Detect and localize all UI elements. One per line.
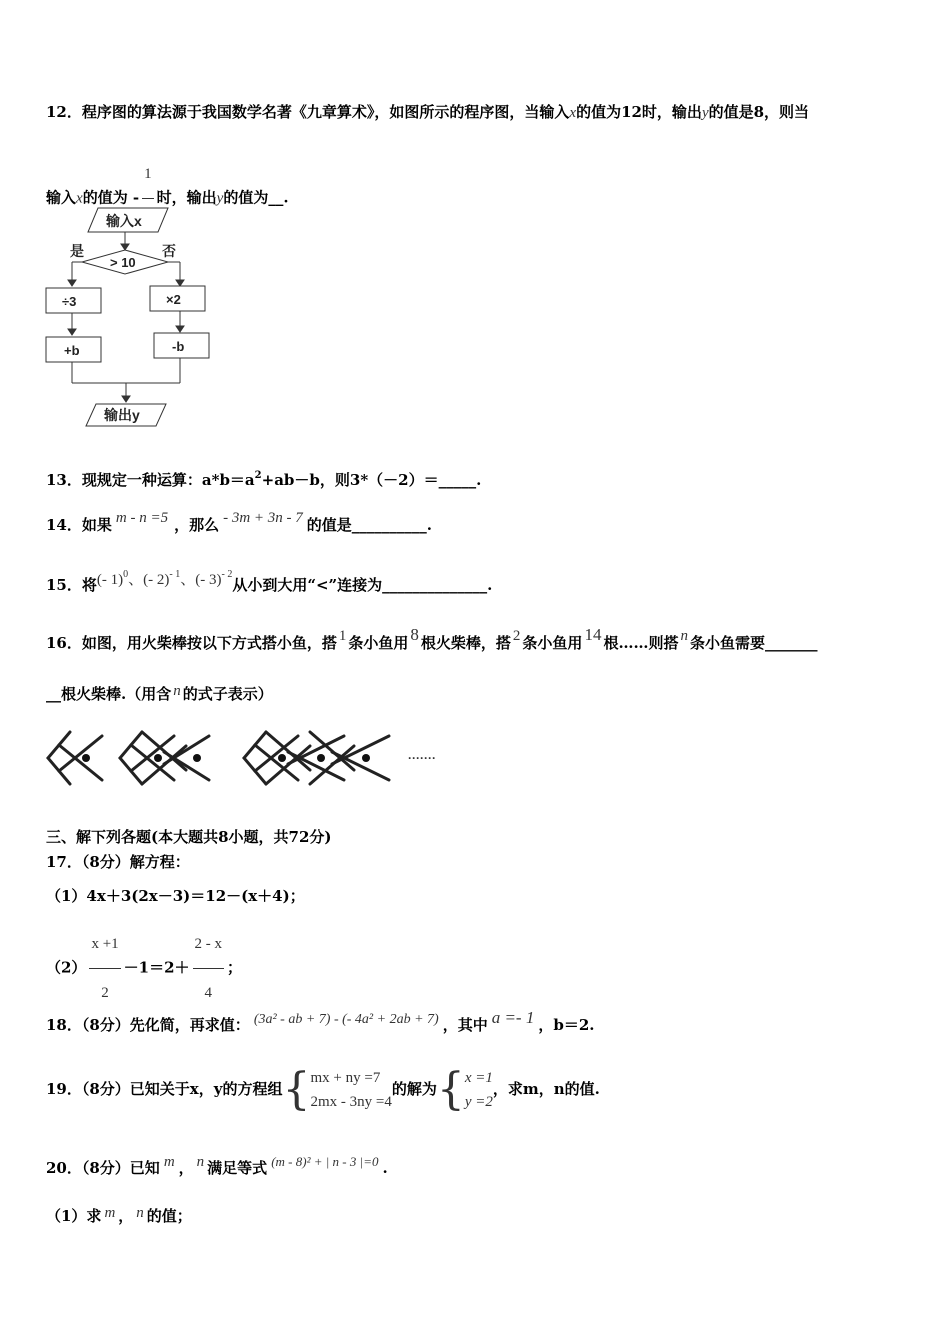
flow-divide-label: ÷3 xyxy=(62,294,77,309)
q12-line1: 12．程序图的算法源于我国数学名著《九章算术》，如图所示的程序图，当输入x的值为12时，输出y的值是8，则当 xyxy=(46,103,810,121)
equation-system: mx + ny =7 2mx - 3ny =4 xyxy=(310,1070,392,1110)
q17-part2: （2） $\frac{x +1}{2}$ －1＝2＋ $\frac{2 - x}{4}$ ； xyxy=(46,922,242,1015)
q18: 18．（8分）先化简，再求值： (3a² - ab + 7) - (- 4a² + 2ab + 7) ，其中 a =- 1 ，b＝2. xyxy=(46,1008,595,1034)
q20-part1: （1）求 m ， n 的值； xyxy=(46,1205,192,1225)
q16-line2: __根火柴棒.（用含 n 的式子表示） xyxy=(46,683,273,703)
flow-condition-label: > 10 xyxy=(110,255,136,270)
q17-title: 17．（8分）解方程： xyxy=(46,853,190,871)
program-flowchart xyxy=(40,200,230,435)
fish-continuation-dots: ······· xyxy=(408,751,436,765)
fraction-one-half: 1 xyxy=(142,152,154,245)
fraction-2-minus-x-over-4: $\frac{2 - x}{4}$ xyxy=(193,922,225,1015)
q19: 19．（8分）已知关于x，y的方程组{ mx + ny =7 2mx - 3ny =4 的解为{ x =1 y =2 ，求m，n的值. xyxy=(46,1064,600,1115)
q17-part1: （1）4x＋3(2x－3)＝12－(x＋4)； xyxy=(46,887,305,905)
matchstick-fish-figure xyxy=(44,728,464,790)
fish-1 xyxy=(48,732,102,784)
flow-yes-label: 是 xyxy=(70,243,84,259)
flow-output-label: 输出y xyxy=(104,407,140,423)
flow-no-label: 否 xyxy=(162,243,176,259)
flow-input-label: 输入x xyxy=(106,213,142,229)
flow-plus-b-label: +b xyxy=(64,343,80,358)
q13: 13．现规定一种运算：$a*b=a^2+ab-b$，则3*（－2）＝_____. xyxy=(46,470,482,489)
flow-multiply-label: ×2 xyxy=(166,292,181,307)
fraction-x-plus-1-over-2: $\frac{x +1}{2}$ xyxy=(89,922,120,1015)
q14: 14．如果 m - n =5 ，那么 - 3m + 3n - 7 的值是__________. xyxy=(46,510,433,534)
q15: 15．将(- 1)$^0$、(- 2)$^{- 1}$、(- 3)$^{- 2}$从小到大用“<”连接为______________. xyxy=(46,569,493,594)
q20: 20．（8分）已知 m ， n 满足等式 (m - 8)² + | n - 3 |=0 . xyxy=(46,1154,388,1177)
section-3-heading: 三、解下列各题(本大题共8小题，共72分) xyxy=(46,828,332,846)
q12-line2: 输入x的值为 - 1 时，输出y的值为__. xyxy=(46,152,289,245)
flow-minus-b-label: -b xyxy=(172,339,185,354)
q16-line1: 16．如图，用火柴棒按以下方式搭小鱼，搭 1 条小鱼用 8 根火柴棒，搭 2 条小鱼用 14 根……则搭 n 条小鱼需要_______ xyxy=(46,625,818,652)
solution-system: x =1 y =2 xyxy=(464,1070,493,1110)
